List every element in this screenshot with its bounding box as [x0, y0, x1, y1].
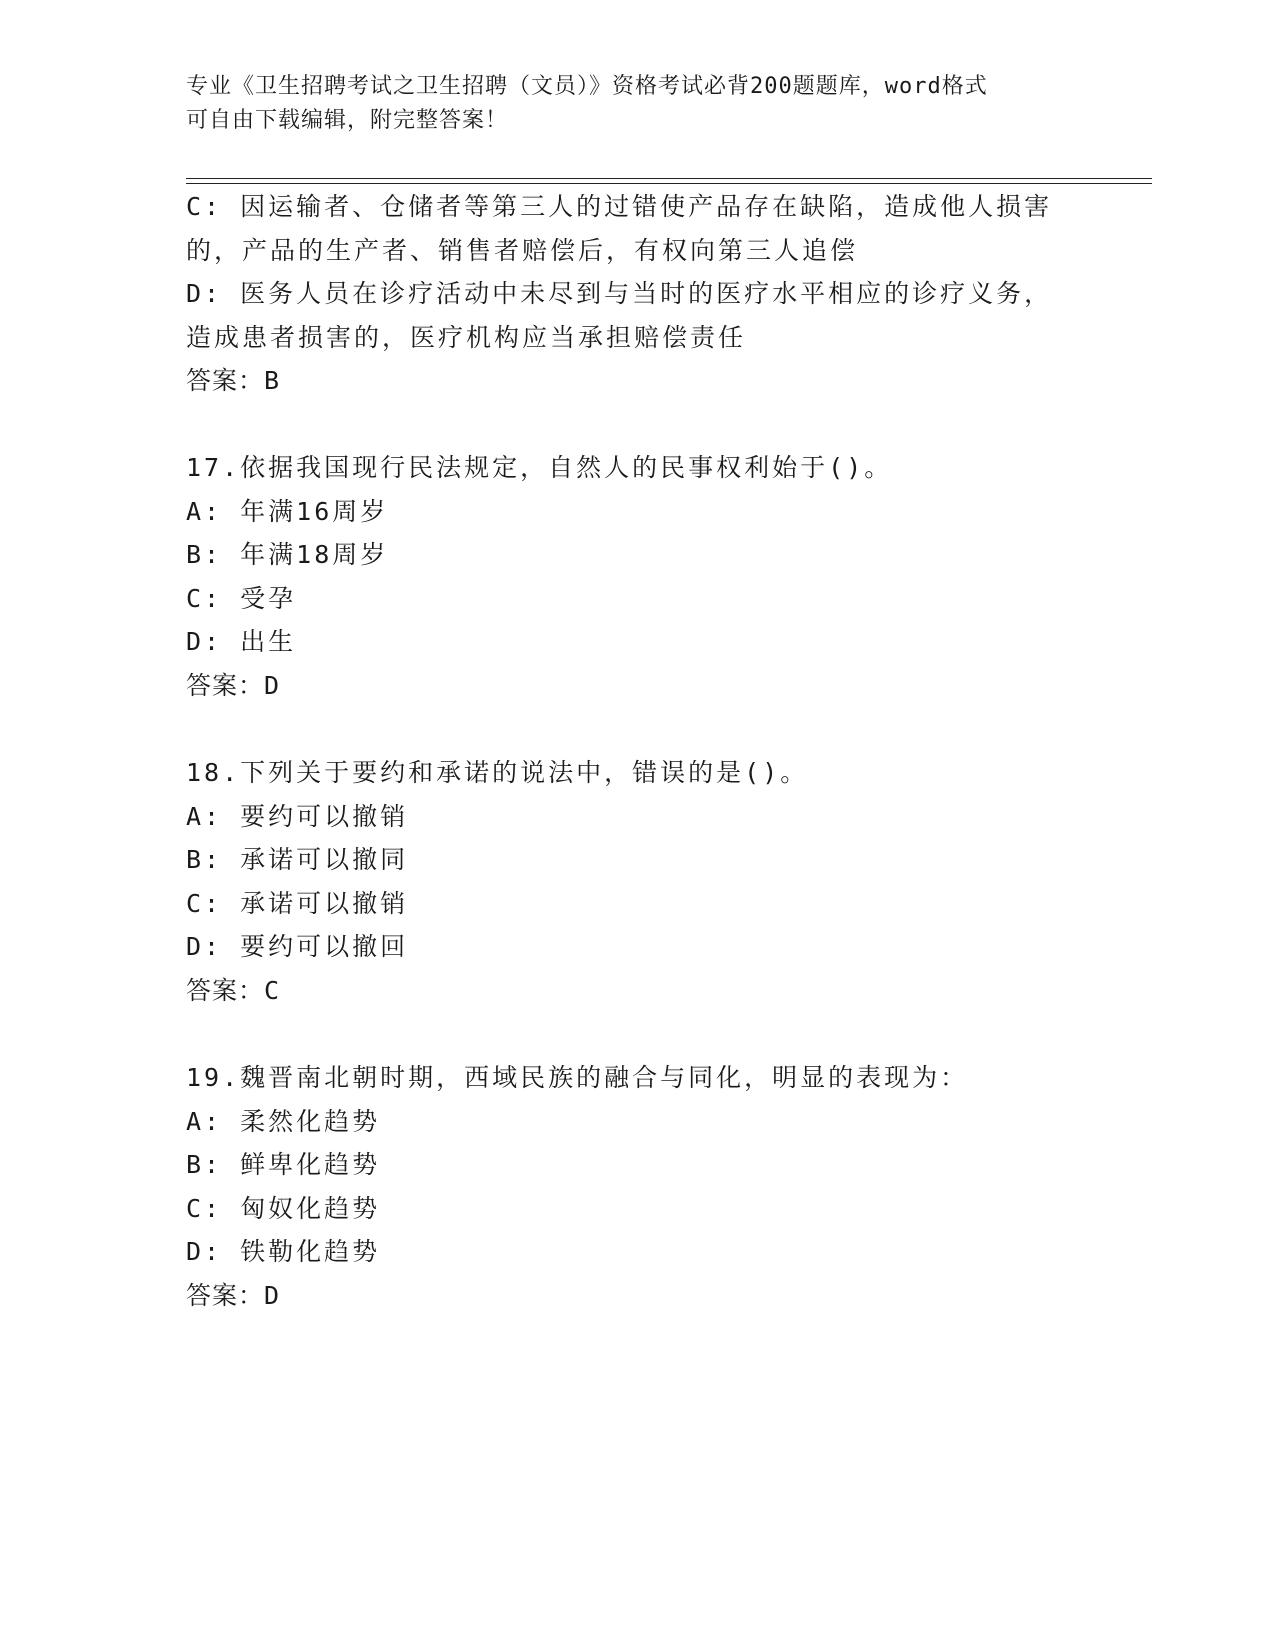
- q16-option-c-line-1: C: 因运输者、仓储者等第三人的过错使产品存在缺陷，造成他人损害: [186, 192, 1053, 221]
- q19-stem: 19.魏晋南北朝时期，西域民族的融合与同化，明显的表现为：: [186, 1063, 969, 1092]
- q19-option-b: B: 鲜卑化趋势: [186, 1150, 381, 1179]
- document-header: [186, 70, 1086, 138]
- q17-answer: 答案：D: [186, 671, 281, 700]
- header-line-1: 专业《卫生招聘考试之卫生招聘（文员）》资格考试必背200题题库，word格式: [186, 74, 988, 99]
- q19-option-a: A: 柔然化趋势: [186, 1107, 381, 1136]
- q17-option-d: D: 出生: [186, 627, 297, 656]
- q16-option-c-line-2: 的，产品的生产者、销售者赔偿后，有权向第三人追偿: [186, 236, 859, 265]
- q19-option-d: D: 铁勒化趋势: [186, 1237, 381, 1266]
- q18-option-c: C: 承诺可以撤销: [186, 889, 409, 918]
- q17-stem: 17.依据我国现行民法规定，自然人的民事权利始于()。: [186, 453, 893, 482]
- q17-option-a: A: 年满16周岁: [186, 497, 389, 526]
- q18-option-b: B: 承诺可以撤同: [186, 845, 409, 874]
- q17-option-b: B: 年满18周岁: [186, 540, 389, 569]
- q18-option-d: D: 要约可以撤回: [186, 932, 409, 961]
- q18-answer: 答案：C: [186, 976, 281, 1005]
- q19-option-c: C: 匈奴化趋势: [186, 1194, 381, 1223]
- header-line-2: 可自由下载编辑，附完整答案！: [186, 108, 509, 133]
- header-divider-top: [186, 178, 1152, 179]
- q18-stem: 18.下列关于要约和承诺的说法中，错误的是()。: [186, 758, 809, 787]
- q19-answer: 答案：D: [186, 1281, 281, 1310]
- q16-option-d-line-2: 造成患者损害的，医疗机构应当承担赔偿责任: [186, 323, 747, 352]
- q16-answer: 答案：B: [186, 366, 281, 395]
- q18-option-a: A: 要约可以撤销: [186, 802, 409, 831]
- q16-option-d-line-1: D: 医务人员在诊疗活动中未尽到与当时的医疗水平相应的诊疗义务，: [186, 279, 1053, 308]
- header-divider-bottom: [186, 183, 1152, 184]
- q17-option-c: C: 受孕: [186, 584, 297, 613]
